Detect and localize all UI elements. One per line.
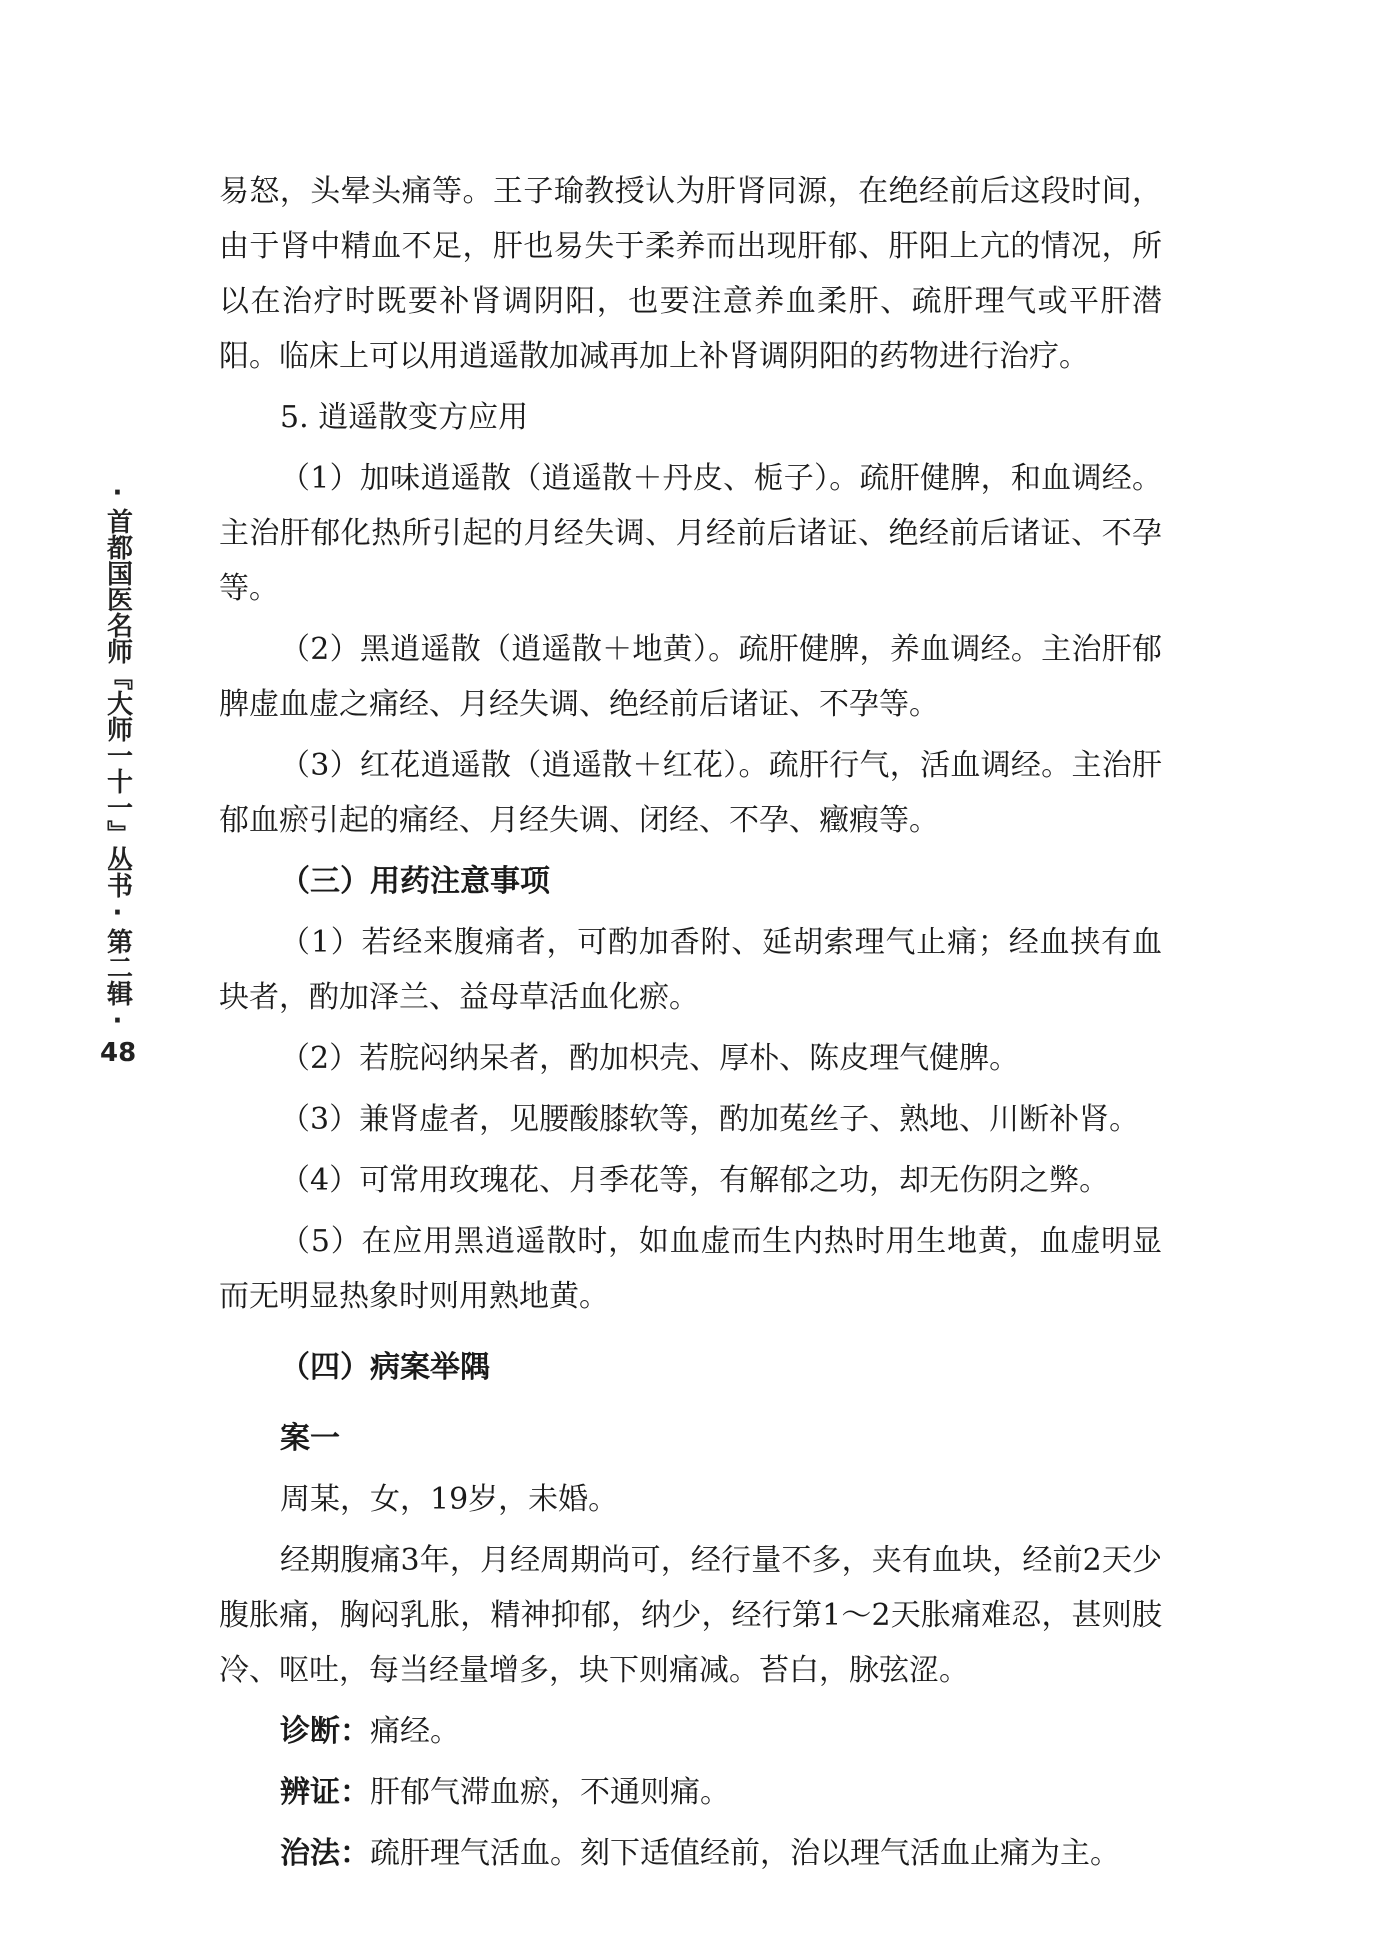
case-title: 案一 (280, 1421, 340, 1456)
method-label: 治法： (280, 1836, 370, 1871)
precaution-item: （4）可常用玫瑰花、月季花等，有解郁之功，却无伤阴之弊。 (280, 1163, 1110, 1198)
variant-item: （1）加味逍遥散（逍遥散＋丹皮、栀子）。疏肝健脾，和血调经。主治肝郁化热所引起的月经失调、月经前后诸证、绝经前后诸证、不孕等。 (219, 461, 1162, 606)
method-text: 疏肝理气活血。刻下适值经前，治以理气活血止痛为主。 (370, 1836, 1120, 1871)
precaution-item: （2）若脘闷纳呆者，酌加枳壳、厚朴、陈皮理气健脾。 (280, 1041, 1020, 1076)
series-title: ·首都国医名师『大师一十一』丛书·第二辑· (102, 478, 133, 1036)
precaution-item: （1）若经来腹痛者，可酌加香附、延胡索理气止痛；经血挟有血块者，酌加泽兰、益母草活血化瘀。 (219, 925, 1162, 1015)
precaution-item: （5）在应用黑逍遥散时，如血虚而生内热时用生地黄，血虚明显而无明显热象时则用熟地黄。 (219, 1224, 1162, 1314)
diagnosis-text: 痛经。 (370, 1714, 460, 1749)
pattern-text: 肝郁气滞血瘀，不通则痛。 (370, 1775, 730, 1810)
paragraph-continuation: 易怒，头晕头痛等。王子瑜教授认为肝肾同源，在绝经前后这段时间，由于肾中精血不足，肝也易失于柔养而出现肝郁、肝阳上亢的情况，所以在治疗时既要补肾调阴阳，也要注意养血柔肝、疏肝理气或平肝潜阳。临床上可以用逍遥散加减再加上补肾调阴阳的药物进行治疗。 (219, 174, 1162, 374)
running-header (100, 478, 137, 1069)
section-heading-precautions: （三）用药注意事项 (280, 864, 550, 899)
pattern-label: 辨证： (280, 1775, 370, 1810)
precaution-item: （3）兼肾虚者，见腰酸膝软等，酌加菟丝子、熟地、川断补肾。 (280, 1102, 1140, 1137)
variant-item: （2）黑逍遥散（逍遥散＋地黄）。疏肝健脾，养血调经。主治肝郁脾虚血虚之痛经、月经失调、绝经前后诸证、不孕等。 (219, 632, 1162, 722)
page-number: 48 (100, 1038, 137, 1068)
case-pattern (219, 1765, 1162, 1820)
page-body (219, 164, 1162, 1881)
diagnosis-label: 诊断： (280, 1714, 370, 1749)
case-diagnosis (219, 1704, 1162, 1759)
section-heading-cases: （四）病案举隅 (280, 1350, 490, 1385)
case-history: 经期腹痛3年，月经周期尚可，经行量不多，夹有血块，经前2天少腹胀痛，胸闷乳胀，精神抑郁，纳少，经行第1～2天胀痛难忍，甚则肢冷、呕吐，每当经量增多，块下则痛减。苔白，脉弦涩。 (219, 1543, 1162, 1688)
case-method (219, 1826, 1162, 1881)
section-heading-variants: 5. 逍遥散变方应用 (280, 400, 529, 435)
case-patient: 周某，女，19岁，未婚。 (280, 1482, 619, 1517)
variant-item: （3）红花逍遥散（逍遥散＋红花）。疏肝行气，活血调经。主治肝郁血瘀引起的痛经、月经失调、闭经、不孕、癥瘕等。 (219, 748, 1162, 838)
